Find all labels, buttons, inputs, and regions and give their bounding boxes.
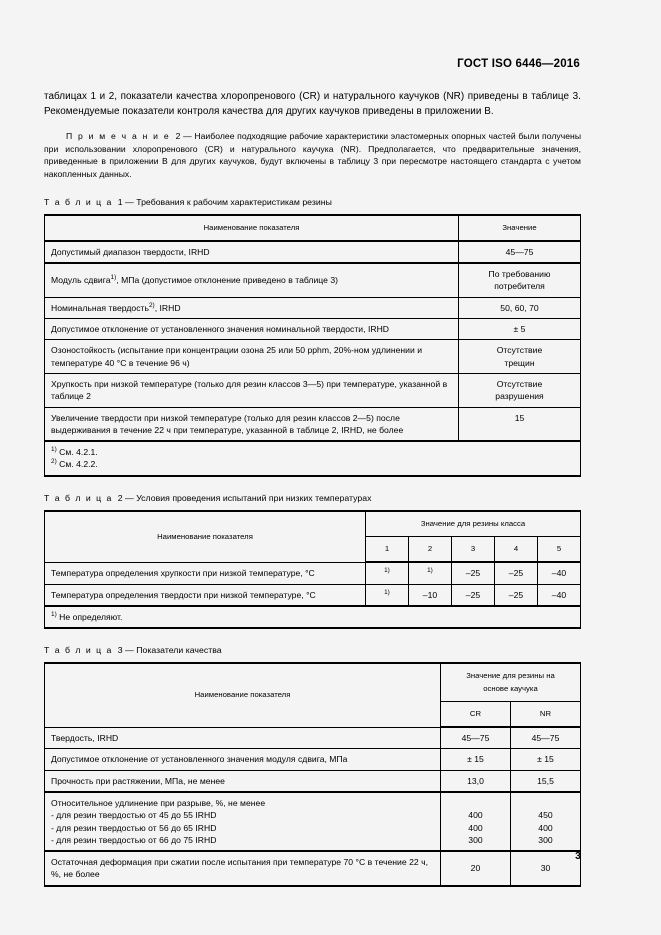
table3-row3-nr-values: [517, 797, 574, 846]
table3-row0-nr: 45—75: [510, 727, 580, 749]
table3-row3-subline-3: - для резин твердостью от 66 до 75 IRHD: [51, 834, 217, 845]
table1-row1-value: [459, 263, 581, 297]
table-row: [45, 770, 581, 792]
table-row: [45, 373, 581, 407]
table2-header-group: Значение для резины класса: [365, 511, 580, 537]
table-row: [45, 749, 581, 770]
table2-row1-class-3: –25: [451, 584, 494, 606]
table3-row3-subline-2: - для резин твердостью от 56 до 65 IRHD: [51, 822, 217, 833]
table1-footnote-2: [51, 458, 574, 470]
table1-row2-indicator-text: Номинальная твердость: [51, 302, 149, 313]
table-row: [45, 727, 581, 749]
table1-row0-value: 45—75: [459, 241, 581, 263]
intro-paragraph: таблицах 1 и 2, показатели качества хлоропренового (CR) и натурального каучуков (NR) приведены в таблице 3. Рекомендуемые показатели контроля качества для других каучуков приведены в приложении В.: [44, 91, 581, 117]
table3-row4-cr: 20: [440, 851, 510, 886]
table3-header-group-line1: Значение для резины на: [466, 671, 555, 681]
table2-row0-class-3: –25: [451, 562, 494, 584]
table1-header-value: Значение: [459, 215, 581, 241]
table2-footnotes: [45, 606, 581, 628]
table2-row0-class-2-value: 1): [427, 567, 433, 575]
table-row: [45, 792, 581, 851]
table3-caption: [44, 645, 581, 655]
table2-row0-class-1-value: 1): [384, 567, 390, 575]
table2-header-class-5: 5: [537, 537, 580, 563]
table2-caption-word: Т а б л и ц а: [44, 492, 113, 503]
table-3: [44, 662, 581, 887]
table-row: [45, 319, 581, 340]
table2-row1-class-2: –10: [408, 584, 451, 606]
table1-row1-value-line1: По требованию: [488, 269, 551, 280]
table3-row3-cr-values: [447, 797, 504, 846]
standard-header: ГОСТ ISO 6446—2016: [457, 58, 580, 70]
table2-footnotes-row: [45, 606, 581, 628]
table-row: [45, 340, 581, 374]
table2-header-class-2: 2: [408, 537, 451, 563]
table2-row1-class-4: –25: [494, 584, 537, 606]
table-row: [45, 407, 581, 441]
table1-caption-dash: —: [125, 196, 134, 207]
table1-header-indicator: Наименование показателя: [45, 215, 459, 241]
table2-row0-class-4: –25: [494, 562, 537, 584]
table3-row4-indicator: Остаточная деформация при сжатии после испытания при температуре 70 °С в течение 22 ч, %, не более: [45, 851, 441, 886]
table3-caption-title: Показатели качества: [136, 645, 222, 656]
table3-header-group-row: [45, 663, 581, 701]
table2-row0-indicator: Температура определения хрупкости при низкой температуре, °С: [45, 562, 366, 584]
page-number: 3: [575, 850, 581, 862]
table-row: [45, 584, 581, 606]
table1-row5-value: [459, 373, 581, 407]
table3-row4-nr: 30: [510, 851, 580, 886]
table3-row3-nr: [510, 792, 580, 851]
table3-row2-indicator: Прочность при растяжении, МПа, не менее: [45, 770, 441, 792]
table1-row3-indicator: Допустимое отклонение от установленного значения номинальной твердости, IRHD: [45, 319, 459, 340]
table1-footnote-1-text: См. 4.2.1.: [59, 447, 98, 458]
table2-row0-class-2: [408, 562, 451, 584]
table3-header-nr: NR: [510, 701, 580, 727]
table2-header-class-3: 3: [451, 537, 494, 563]
table3-row1-indicator: Допустимое отклонение от установленного значения модуля сдвига, МПа: [45, 749, 441, 770]
table-row: [45, 297, 581, 318]
table1-row4-indicator: Озоностойкость (испытание при концентрации озона 25 или 50 pphm, 20%-ном удлинении и температуре 40 °С в течение 96 ч): [45, 340, 459, 374]
table1-row1-value-line2: потребителя: [494, 281, 545, 292]
table3-row3-cr-1: 400: [468, 810, 483, 821]
table1-row4-value: [459, 340, 581, 374]
table1-row1-footnote-marker: 1): [110, 274, 117, 282]
table2-caption-title: Условия проведения испытаний при низких температурах: [136, 492, 372, 503]
table1-footnote-2-marker: 2): [51, 458, 57, 466]
table1-row3-value: ± 5: [459, 319, 581, 340]
table3-caption-word: Т а б л и ц а: [44, 645, 113, 656]
table2-caption-dash: —: [125, 492, 134, 503]
table3-header-group: [440, 663, 580, 701]
table1-row6-indicator: Увеличение твердости при низкой температуре (только для резин классов 2—5) после выдерживания в течение 22 ч при температуре, указанной в таблице 2, IRHD, не более: [45, 407, 459, 441]
table2-row0-class-1: [365, 562, 408, 584]
table1-row1-indicator-tail: , МПа (допустимое отклонение приведено в таблице 3): [116, 275, 339, 286]
table1-footnote-1-marker: 1): [51, 446, 57, 454]
table1-row2-value: 50, 60, 70: [459, 297, 581, 318]
note-number: 2: [175, 131, 181, 142]
note-text: Наиболее подходящие рабочие характеристики эластомерных опорных частей были получены при использовании хлоропренового (CR) и натурального каучука (NR). Предполагается, что предварительные значения, приведенные в приложении В для других каучуков, будут включены в таблицу 3 при пересмотре настоящего стандарта с учетом накопленных данных.: [44, 131, 582, 179]
table3-header-cr: CR: [440, 701, 510, 727]
table1-header-row: [45, 215, 581, 241]
note-label: П р и м е ч а н и е: [66, 131, 171, 142]
table2-row1-indicator: Температура определения твердости при низкой температуре, °С: [45, 584, 366, 606]
table-2: [44, 510, 581, 629]
table3-row3-nr-3: 300: [538, 834, 553, 845]
table3-row3-indicator: [45, 792, 441, 851]
table3-row3-cr: [440, 792, 510, 851]
table-row: [45, 263, 581, 297]
table1-footnotes: [45, 441, 581, 476]
table1-row5-indicator: Хрупкость при низкой температуре (только для резин классов 3—5) при температуре, указанной в таблице 2: [45, 373, 459, 407]
table3-header-group-line2: основе каучука: [483, 683, 538, 693]
table1-row4-value-line2: трещин: [504, 357, 535, 368]
table3-caption-number: 3: [117, 645, 123, 656]
table-row: [45, 851, 581, 886]
table1-row5-value-line1: Отсутствие: [496, 378, 543, 389]
table1-caption: [44, 197, 581, 207]
table2-row1-class-5: –40: [537, 584, 580, 606]
table3-row3-subline-1: - для резин твердостью от 45 до 55 IRHD: [51, 810, 217, 821]
table3-header-indicator: Наименование показателя: [45, 663, 441, 727]
table2-row1-class-1: [365, 584, 408, 606]
table1-caption-word: Т а б л и ц а: [44, 196, 113, 207]
table3-row0-indicator: Твердость, IRHD: [45, 727, 441, 749]
table3-row1-cr: ± 15: [440, 749, 510, 770]
table1-row2-footnote-marker: 2): [148, 301, 155, 309]
table1-row1-indicator: [45, 263, 459, 297]
table3-row2-cr: 13,0: [440, 770, 510, 792]
table1-caption-title: Требования к рабочим характеристикам резины: [136, 196, 332, 207]
table1-row2-indicator: [45, 297, 459, 318]
table3-row0-cr: 45—75: [440, 727, 510, 749]
table1-row5-value-line2: разрушения: [495, 391, 544, 402]
table1-footnote-2-text: См. 4.2.2.: [59, 459, 98, 470]
table1-caption-number: 1: [117, 196, 123, 207]
table2-footnote-1-text: Не определяют.: [59, 611, 123, 622]
table3-caption-dash: —: [125, 645, 134, 656]
table2-caption: [44, 493, 581, 503]
table2-header-indicator: Наименование показателя: [45, 511, 366, 563]
table-1: [44, 214, 581, 477]
table1-row6-value: 15: [459, 407, 581, 441]
table1-row1-indicator-text: Модуль сдвига: [51, 275, 111, 286]
table2-header-class-4: 4: [494, 537, 537, 563]
table3-row3-nr-1: 450: [538, 810, 553, 821]
table2-header-group-row: [45, 511, 581, 537]
table3-row2-nr: 15,5: [510, 770, 580, 792]
table3-row3-cr-2: 400: [468, 822, 483, 833]
table3-row1-nr: ± 15: [510, 749, 580, 770]
table1-row2-indicator-tail: , IRHD: [154, 302, 181, 313]
table3-row3-cr-3: 300: [468, 834, 483, 845]
table1-footnote-1: [51, 446, 574, 458]
table2-row0-class-5: –40: [537, 562, 580, 584]
table-row: [45, 241, 581, 263]
table3-row3-nr-2: 400: [538, 822, 553, 833]
table2-caption-number: 2: [117, 492, 123, 503]
note-dash: —: [183, 131, 192, 142]
table-row: [45, 562, 581, 584]
table2-header-class-1: 1: [365, 537, 408, 563]
table3-row3-indicator-title: Относительное удлинение при разрыве, %, не менее: [51, 797, 266, 808]
table2-footnote-1-marker: 1): [51, 611, 57, 619]
note-paragraph: [44, 130, 581, 180]
table2-row1-class-1-value: 1): [384, 588, 390, 596]
table1-row0-indicator: Допустимый диапазон твердости, IRHD: [45, 241, 459, 263]
table2-footnote-1: [51, 611, 574, 623]
table1-row4-value-line1: Отсутствие: [496, 345, 543, 356]
table1-footnotes-row: [45, 441, 581, 476]
